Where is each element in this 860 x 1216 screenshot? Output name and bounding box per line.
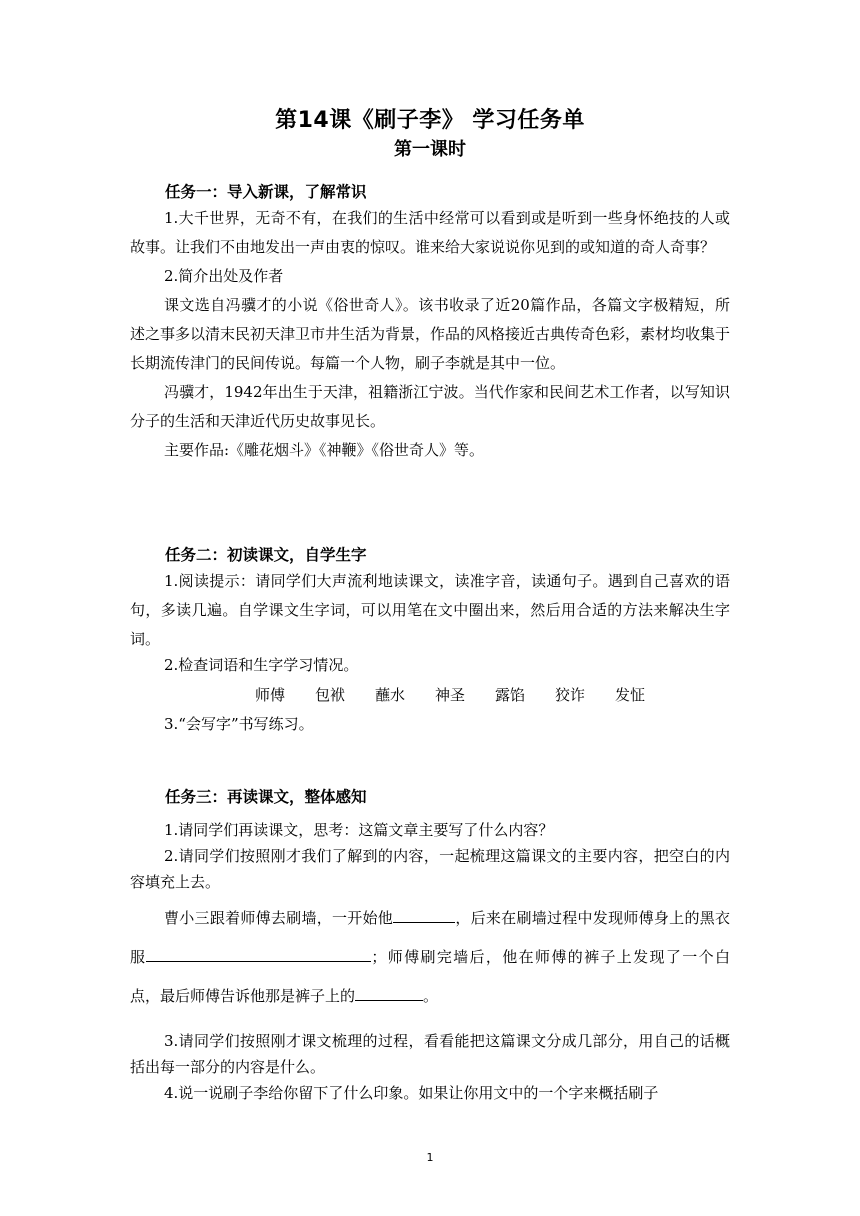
fill-text-2: ，后来在刷墙过程中发现师傅身上的黑衣服 <box>130 909 730 966</box>
fill-text-3: ；师傅刷完墙后，他在师傅的裤子上发现了一个白点，最后师傅告诉他那是裤子上的 <box>130 948 730 1005</box>
task3-section <box>130 785 730 1106</box>
page-title: 第14课《刷子李》 学习任务单 <box>275 108 585 133</box>
task2-paragraph-3: 3.“会写字”书写练习。 <box>164 715 314 733</box>
task1-paragraph-3: 课文选自冯骥才的小说《俗世奇人》。该书收录了近20篇作品，各篇文字极精短，所述之事多以清末民初天津卫市井生活为背景，作品的风格接近古典传奇色彩，素材均收集于长期流传津门的民间传说。每篇一个人物，刷子李就是其中一位。 <box>130 296 731 372</box>
fill-in-blank-paragraph <box>130 899 730 1016</box>
task1-paragraph-1: 1.大千世界，无奇不有，在我们的生活中经常可以看到或是听到一些身怀绝技的人或故事。让我们不由地发出一声由衷的惊叹。谁来给大家说说你见到的或知道的奇人奇事？ <box>130 209 730 256</box>
task1-heading: 任务一：导入新课，了解常识 <box>165 183 367 201</box>
task1-paragraph-5: 主要作品:《雕花烟斗》《神鞭》《俗世奇人》等。 <box>164 441 485 459</box>
vocab-word: 发怔 <box>615 686 646 704</box>
task3-paragraph-1: 1.请同学们再读课文，思考：这篇文章主要写了什么内容？ <box>164 821 554 839</box>
task3-paragraph-3: 3.请同学们按照刚才课文梳理的过程，看看能把这篇课文分成几部分，用自己的话概括出每一部分的内容是什么。 <box>130 1032 730 1076</box>
vocab-word: 露馅 <box>495 686 526 704</box>
vocab-word: 包袱 <box>314 686 345 704</box>
task3-paragraph-4: 4.说一说刷子李给你留下了什么印象。如果让你用文中的一个字来概括刷子 <box>164 1084 659 1102</box>
fill-text-1: 曹小三跟着师傅去刷墙，一开始他 <box>164 909 394 927</box>
task2-heading: 任务二：初读课文，自学生字 <box>165 546 367 564</box>
vocab-word: 师傅 <box>254 686 285 704</box>
task2-paragraph-1: 1.阅读提示：请同学们大声流利地读课文，读准字音，读通句子。遇到自己喜欢的语句，多读几遍。自学课文生字词，可以用笔在文中圈出来，然后用合适的方法来解决生字词。 <box>130 572 730 648</box>
task1-paragraph-4: 冯骥才，1942年出生于天津，祖籍浙江宁波。当代作家和民间艺术工作者，以写知识分子的生活和天津近代历史故事见长。 <box>130 383 730 430</box>
task2-section <box>130 543 730 739</box>
task2-paragraph-2: 2.检查词语和生字学习情况。 <box>164 656 359 674</box>
page-number: 1 <box>426 1151 434 1164</box>
page-subtitle: 第一课时 <box>394 139 466 160</box>
task3-paragraph-2: 2.请同学们按照刚才我们了解到的内容，一起梳理这篇课文的主要内容，把空白的内容填充上去。 <box>130 847 730 891</box>
task1-paragraph-2: 2.简介出处及作者 <box>164 267 284 285</box>
vocab-word: 蘸水 <box>374 686 405 704</box>
answer-blank-1[interactable] <box>393 907 455 923</box>
task1-section <box>130 180 730 465</box>
fill-text-4: 。 <box>423 987 439 1005</box>
task3-heading: 任务三：再读课文，整体感知 <box>165 788 367 806</box>
vocab-word: 狡诈 <box>555 686 586 704</box>
vocab-word: 神圣 <box>434 686 465 704</box>
answer-blank-3[interactable] <box>355 985 423 1001</box>
vocab-list <box>130 680 730 710</box>
answer-blank-2[interactable] <box>146 946 371 962</box>
